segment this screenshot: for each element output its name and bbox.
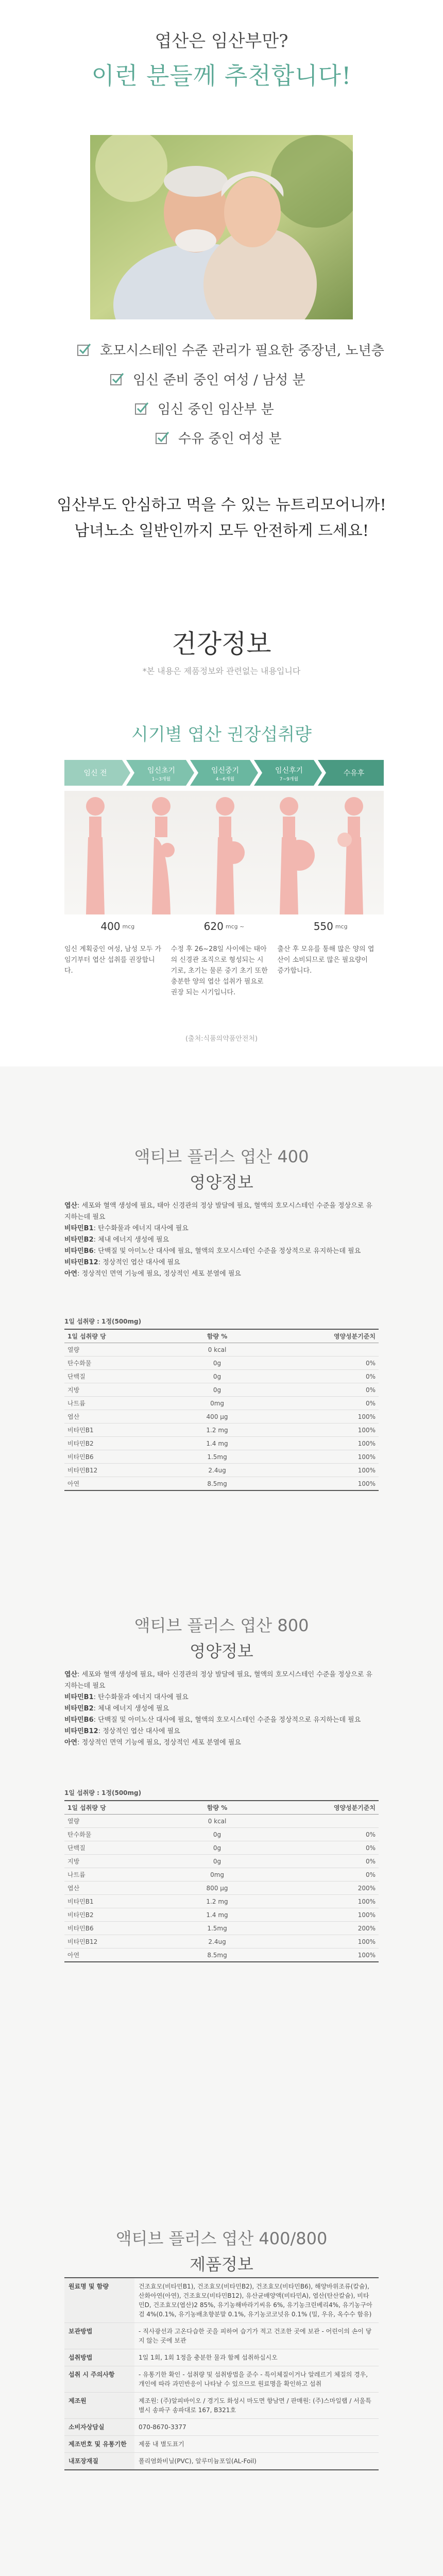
- woman-silhouette: [152, 797, 175, 914]
- nutrition-section: [0, 1066, 443, 2576]
- product-name: 액티브 플러스 엽산 800: [134, 1616, 309, 1635]
- check-icon: [109, 371, 125, 387]
- check-icon: [76, 342, 92, 358]
- stage-sub: 4~6개월: [215, 777, 235, 782]
- health-info-section: [0, 556, 443, 1066]
- info-row: 제조번호 및 유통기한 제품 내 별도표기: [64, 2436, 379, 2453]
- senior-couple-photo: [90, 135, 353, 319]
- dose-desc: 임신 계획중인 여성, 남성 모두 가임기부터 엽산 섭취를 권장합니다.: [64, 945, 162, 975]
- stage-sub: 1~3개월: [151, 777, 171, 782]
- function-item: 비타민B1: 탄수화물과 에너지 대사에 필요: [64, 1693, 189, 1701]
- function-item: 엽산: 세포와 혈액 생성에 필요, 태아 신경관의 정상 발달에 필요, 혈액의 호모시스테인 수준을 정상으로 유지하는데 필요: [64, 1202, 372, 1221]
- table-header-row: 1일 섭취량 당 함량 % 영양성분기준치: [64, 1801, 379, 1815]
- function-item: 아연: 정상적인 면역 기능에 필요, 정상적인 세포 분열에 필요: [64, 1270, 241, 1278]
- table-row: 엽산 800 μg 200%: [64, 1882, 379, 1895]
- function-item: 엽산: 세포와 혈액 생성에 필요, 태아 신경관의 정상 발달에 필요, 혈액의 호모시스테인 수준을 정상으로 유지하는데 필요: [64, 1671, 372, 1690]
- dose-descriptions: [64, 944, 384, 998]
- function-item: 비타민B12: 정상적인 엽산 대사에 필요: [64, 1727, 180, 1735]
- check-label: 수유 중인 여성 분: [178, 431, 282, 447]
- stage-sub: 7~9개월: [279, 777, 299, 782]
- table-caption: 1일 섭취량 : 1정(500mg): [64, 1314, 379, 1330]
- info-row: 보관방법 - 직사광선과 고온다습한 곳을 피하여 습기가 적고 건조한 곳에 보관 - 어린이의 손이 닿지 않는 곳에 보관: [64, 2323, 379, 2349]
- dose-value: 400 mcg: [100, 920, 135, 933]
- table-row: 아연 8.5mg 100%: [64, 1948, 379, 1962]
- woman-silhouette: [337, 797, 363, 914]
- function-item: 비타민B1: 탄수화물과 에너지 대사에 필요: [64, 1225, 189, 1232]
- hero-kicker: 엽산은 임산부만?: [155, 31, 288, 52]
- check-item: [76, 340, 443, 359]
- product-400-heading: [0, 1144, 443, 1193]
- product-info-heading: [0, 2226, 443, 2275]
- function-item: 아연: 정상적인 면역 기능에 필요, 정상적인 세포 분열에 필요: [64, 1739, 241, 1747]
- health-subtitle: *본 내용은 제품정보와 관련없는 내용입니다: [142, 666, 301, 676]
- table-row: 나트륨 0mg 0%: [64, 1868, 379, 1882]
- nutrition-table: [64, 1314, 379, 1491]
- function-list: [64, 1669, 379, 1749]
- table-row: 지방 0g 0%: [64, 1383, 379, 1397]
- guide-title: 시기별 엽산 권장섭취량: [131, 724, 312, 745]
- woman-silhouette: [280, 797, 315, 914]
- check-label: 호모시스테인 수준 관리가 필요한 중장년, 노년층: [100, 343, 384, 359]
- function-item: 비타민B6: 단백질 및 아미노산 대사에 필요, 혈액의 호모시스테인 수준을 정상적으로 유지하는데 필요: [64, 1716, 361, 1724]
- table-row: 나트륨 0mg 0%: [64, 1397, 379, 1410]
- pregnancy-silhouettes: [64, 791, 384, 914]
- stage-label: 임신 전: [83, 769, 107, 777]
- info-row: 원료명 및 함량 건조효모(비타민B1), 건조효모(비타민B2), 건조효모(비타민B6), 해양바위조류(칼슘), 산화아연(아연), 건조효모(비타민B12), 유산균배양액(비타민A), 엽산(탄산칼슘), 비타민D, 건조효모(엽산)2 85%, 유기농해바라기씨유 6%, 유기농크린베리4%, 유기농구아검 4%(0.1%, 유기농배초향분말 0.1%, 유기농코코넛유 0.1% (밀, 우유, 옥수수 함유): [64, 2278, 379, 2323]
- function-item: 비타민B2: 체내 에너지 생성에 필요: [64, 1236, 169, 1244]
- table-row: 탄수화물 0g 0%: [64, 1357, 379, 1370]
- table-caption: 1일 섭취량 : 1정(500mg): [64, 1785, 379, 1801]
- hero-section: [0, 0, 443, 556]
- stage-arrows: [64, 760, 384, 786]
- check-item: [134, 399, 443, 418]
- woman-silhouette: [86, 797, 105, 914]
- info-row: 섭취 시 주의사항 - 유통기한 확인 - 섭취량 및 섭취방법을 준수 - 특이체질이거나 알레르기 체질의 경우, 개인에 따라 과민반응이 나타날 수 있으므로 원료명을 확인하고 섭취: [64, 2366, 379, 2393]
- stage-label: 수유후: [343, 769, 365, 777]
- product-name: 액티브 플러스 엽산 400: [134, 1147, 309, 1166]
- stage-label: 임신후기: [275, 767, 303, 775]
- product-subtitle: 영양정보: [190, 1173, 253, 1192]
- stage-label: 임신중기: [211, 767, 240, 775]
- table-row: 탄수화물 0g 0%: [64, 1828, 379, 1841]
- table-row: 단백질 0g 0%: [64, 1370, 379, 1383]
- check-item: [109, 369, 443, 388]
- product-info-table: [64, 2277, 379, 2470]
- table-row: 비타민B2 1.4 mg 100%: [64, 1908, 379, 1922]
- table-row: 비타민B6 1.5mg 200%: [64, 1922, 379, 1935]
- table-header-row: 1일 섭취량 당 함량 % 영양성분기준치: [64, 1330, 379, 1343]
- info-row: 섭취방법 1일 1회, 1회 1정을 충분한 물과 함께 섭취하십시오: [64, 2349, 379, 2366]
- table-row: 단백질 0g 0%: [64, 1841, 379, 1855]
- function-item: 비타민B12: 정상적인 엽산 대사에 필요: [64, 1259, 180, 1266]
- product-name: 액티브 플러스 엽산 400/800: [115, 2229, 328, 2248]
- dose-value: 550 mcg: [313, 920, 348, 933]
- product-800-heading: [0, 1613, 443, 1662]
- function-item: 비타민B2: 체내 에너지 생성에 필요: [64, 1705, 169, 1713]
- safety-line-1: 임산부도 안심하고 먹을 수 있는 뉴트리모어니까!: [57, 496, 386, 514]
- table-row: 비타민B6 1.5mg 100%: [64, 1450, 379, 1464]
- info-row: 제조원 제조원: (주)알피바이오 / 경기도 화성시 마도면 향남면 / 판매원: (주)스마일랩 / 서울특별시 송파구 송파대로 167, B321호: [64, 2393, 379, 2419]
- stage-label: 임신초기: [147, 767, 176, 775]
- table-row: 비타민B12 2.4ug 100%: [64, 1464, 379, 1477]
- check-icon: [155, 430, 170, 446]
- function-item: 비타민B6: 단백질 및 아미노산 대사에 필요, 혈액의 호모시스테인 수준을 정상적으로 유지하는데 필요: [64, 1247, 361, 1255]
- table-row: 열량 0 kcal: [64, 1343, 379, 1357]
- nutrition-table: [64, 1785, 379, 1962]
- info-row: 내포장재질 폴리염화비닐(PVC), 알루미늄포일(AL-Foil): [64, 2453, 379, 2470]
- check-label: 임신 준비 중인 여성 / 남성 분: [133, 372, 305, 388]
- woman-silhouette: [216, 797, 245, 914]
- source-note: (출처:식품의약품안전처): [185, 1035, 258, 1043]
- hero-headline: 이런 분들께 추천합니다!: [91, 62, 352, 90]
- table-row: 비타민B1 1.2 mg 100%: [64, 1423, 379, 1437]
- product-subtitle: 제품정보: [190, 2255, 253, 2274]
- check-item: [155, 428, 443, 447]
- table-row: 비타민B2 1.4 mg 100%: [64, 1437, 379, 1450]
- dose-row: [64, 914, 384, 938]
- table-row: 아연 8.5mg 100%: [64, 1477, 379, 1491]
- product-subtitle: 영양정보: [190, 1641, 253, 1661]
- table-row: 엽산 400 μg 100%: [64, 1410, 379, 1423]
- safety-line-2: 남녀노소 일반인까지 모두 안전하게 드세요!: [74, 522, 369, 540]
- info-row: 소비자상담실 070-8670-3377: [64, 2419, 379, 2436]
- recommend-checklist: [0, 340, 443, 457]
- health-title: 건강정보: [172, 629, 271, 659]
- function-list: [64, 1200, 379, 1280]
- dose-desc: 출산 후 모유를 통해 많은 양의 엽산이 소비되므로 많은 필요량이 증가합니다.: [277, 945, 374, 975]
- table-row: 열량 0 kcal: [64, 1815, 379, 1828]
- check-label: 임신 중인 임산부 분: [158, 402, 274, 417]
- table-row: 비타민B1 1.2 mg 100%: [64, 1895, 379, 1908]
- table-row: 지방 0g 0%: [64, 1855, 379, 1868]
- check-icon: [134, 401, 149, 416]
- dose-value: 620 mcg ~: [203, 920, 245, 933]
- dose-desc: 수정 후 26~28일 사이에는 태아의 신경관 조직으로 형성되는 시기로, 초기는 물론 중기 초기 또한 충분한 양의 엽산 섭취가 필요로 권장 되는 시기입니다.: [171, 945, 268, 996]
- table-row: 비타민B12 2.4ug 100%: [64, 1935, 379, 1948]
